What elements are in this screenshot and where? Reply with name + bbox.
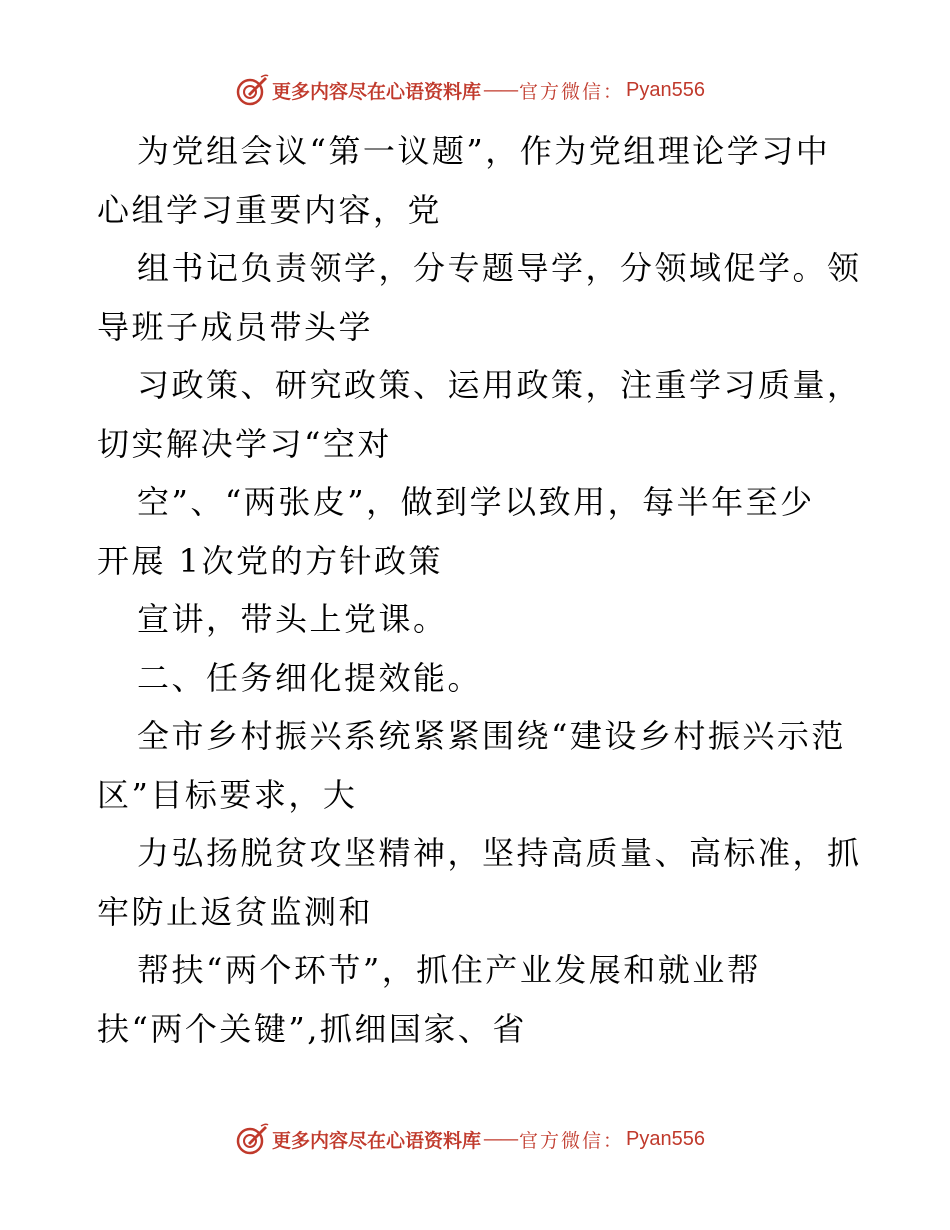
document-body: [97, 122, 862, 1058]
quill-logo-icon: [235, 1122, 269, 1156]
text-line: 习政策、研究政策、运用政策，注重学习质量，: [137, 366, 862, 404]
text-line: 导班子成员带头学: [97, 307, 374, 346]
watermark-dash: ——: [483, 79, 518, 101]
watermark-wechat-id: Pyan556: [626, 1127, 705, 1150]
text-line: 区”目标要求，大: [97, 775, 358, 814]
text-line: 切实解决学习“空对: [97, 424, 392, 463]
watermark-main-text: 更多内容尽在心语资料库: [272, 80, 482, 103]
watermark-wechat-id: Pyan556: [626, 78, 705, 101]
footer-watermark: [235, 1121, 705, 1157]
text-line: 帮扶“两个环节”，抓住产业发展和就业帮: [137, 951, 762, 989]
quill-logo-icon: [235, 73, 269, 107]
text-line: 为党组会议“第一议题”，作为党组理论学习中: [137, 132, 831, 170]
text-line: 组书记负责领学，分专题导学，分领域促学。领: [137, 249, 862, 287]
text-line: 心组学习重要内容，党: [97, 190, 443, 229]
watermark-sub-text: 官方微信：: [519, 80, 625, 103]
text-line: 宣讲，带头上党课。: [137, 600, 448, 638]
section-heading: 二、任务细化提效能。: [137, 658, 483, 697]
text-line: 空”、“两张皮”，做到学以致用，每半年至少: [137, 483, 815, 521]
watermark-sub-text: 官方微信：: [519, 1129, 625, 1152]
text-line: 全市乡村振兴系统紧紧围绕“建设乡村振兴示范: [137, 717, 846, 755]
text-line: 扶“两个关键”,抓细国家、省: [97, 1009, 527, 1048]
header-watermark: [235, 72, 705, 108]
watermark-dash: ——: [483, 1128, 518, 1150]
text-line: 牢防止返贫监测和: [97, 892, 374, 931]
text-line: 开展 1次党的方针政策: [97, 541, 444, 580]
text-line: 力弘扬脱贫攻坚精神，坚持高质量、高标准，抓: [137, 834, 862, 872]
watermark-main-text: 更多内容尽在心语资料库: [272, 1129, 482, 1152]
